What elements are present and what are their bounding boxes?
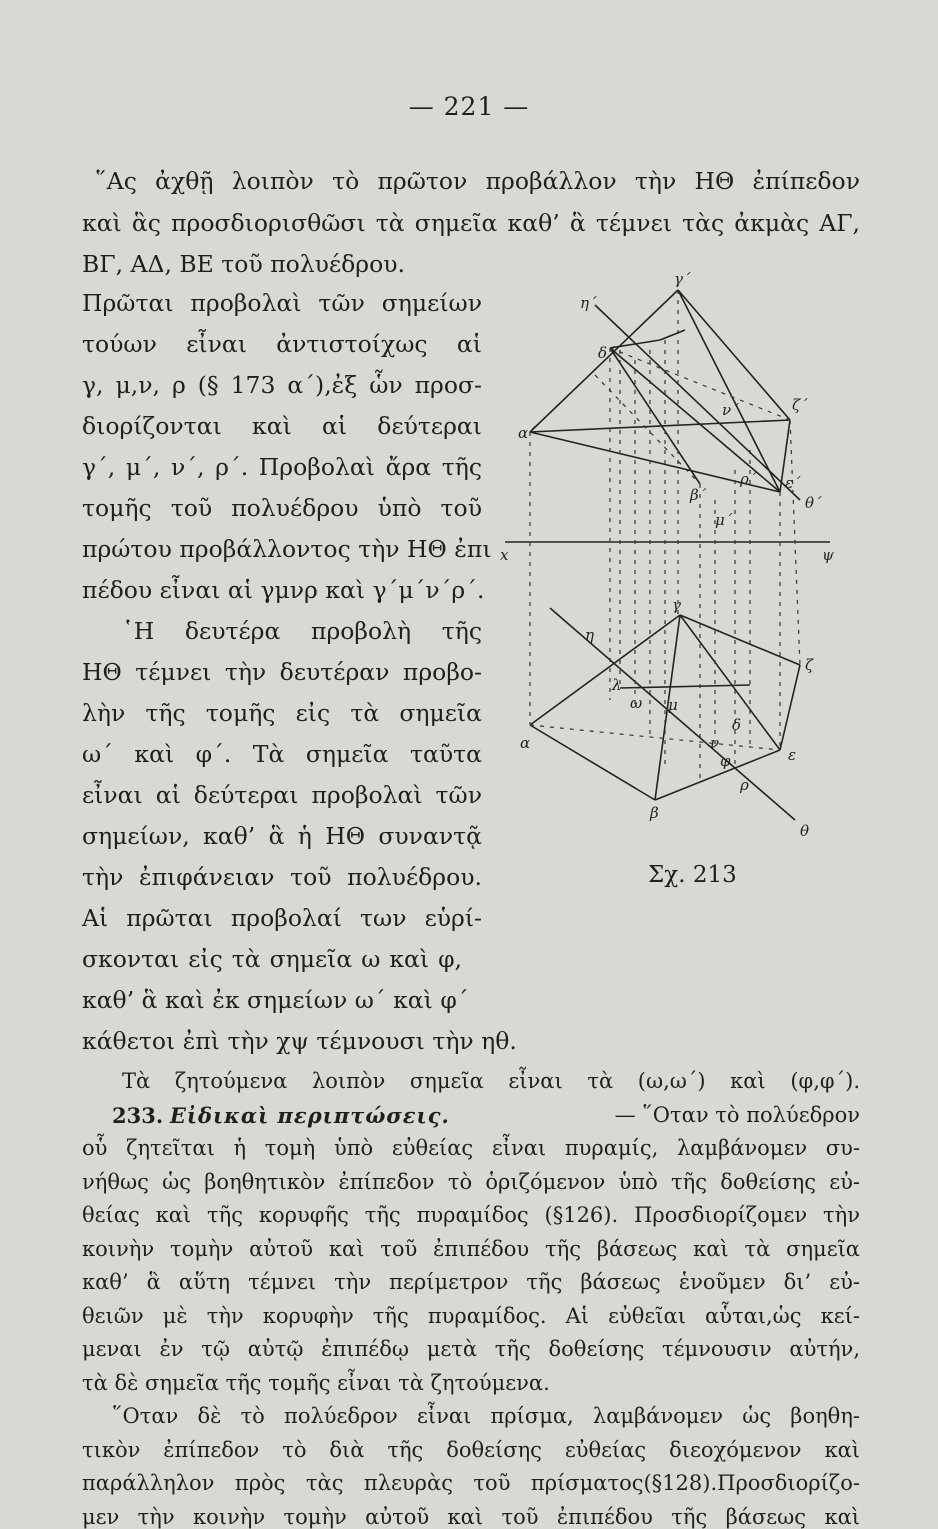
column-line-14: σημείων, καθ’ ἃ ἡ ΗΘ συναντᾷ [82, 822, 482, 850]
edge-upper-mid [530, 420, 790, 432]
figure-caption: Σχ. 213 [648, 862, 737, 888]
label-zeta: ζ [805, 656, 814, 674]
result-line: Τὰ ζητούμενα λοιπὸν σημεῖα εἶναι τὰ (ω,ω΄) καὶ (φ,φ΄). [122, 1069, 860, 1093]
label-delta2: δ΄ [598, 344, 615, 362]
column-line-13: εἶναι αἱ δεύτεραι προβολαὶ τῶν [82, 781, 482, 809]
label-epsilon: ε [788, 746, 797, 764]
label-alpha2: α΄ [518, 424, 536, 442]
label-epsilon2: ε΄ [785, 474, 801, 492]
label-mu: μ [668, 696, 678, 714]
label-y: ψ [822, 546, 834, 564]
section-heading-group [112, 1102, 450, 1128]
column-line-10: ΗΘ τέμνει τὴν δευτέραν προβο- [82, 658, 482, 686]
label-omega: ω [630, 694, 643, 712]
column-line-12: ω΄ καὶ φ΄. Τὰ σημεῖα ταῦτα [82, 740, 482, 768]
column-line-19: κάθετοι ἐπὶ τὴν χψ τέμνουσι τὴν ηθ. [82, 1027, 517, 1055]
column-line-2: τούων εἶναι ἀντιστοίχως αἱ [82, 330, 482, 358]
intro-line-3: ΒΓ, ΑΔ, ΒΕ τοῦ πολυέδρου. [82, 250, 406, 278]
label-delta: δ [732, 716, 742, 734]
section-line-3: θείας καὶ τῆς κορυφῆς τῆς πυραμίδος (§126). Προσδιορίζομεν τὴν [82, 1203, 860, 1227]
label-eta: η [585, 626, 594, 644]
line-eta-theta-upper [595, 305, 800, 500]
column-line-6: τομῆς τοῦ πολυέδρου ὑπὸ τοῦ [82, 494, 482, 522]
label-rho2: ρ΄ [740, 470, 757, 488]
section-line-2: νήθως ὡς βοηθητικὸν ἐπίπεδον τὸ ὁριζόμενον ὑπὸ τῆς δοθείσης εὐ- [82, 1169, 860, 1194]
label-beta: β [650, 804, 659, 822]
para2-line-3: παράλληλον πρὸς τὰς πλευρὰς τοῦ πρίσματος(§128).Προσδιορίζο- [82, 1471, 860, 1495]
column-line-17: σκονται εἰς τὰ σημεῖα ω καὶ φ, [82, 945, 462, 973]
column-line-1: Πρῶται προβολαὶ τῶν σημείων [82, 289, 482, 317]
figure-213 [500, 270, 840, 840]
label-theta2: θ΄ [805, 494, 822, 512]
para2-line-4: μεν τὴν κοινὴν τομὴν αὐτοῦ καὶ τοῦ ἐπιπέδου τῆς βάσεως καὶ [82, 1504, 860, 1529]
para2-line-1: ῞Οταν δὲ τὸ πολύεδρον εἶναι πρίσμα, λαμβάνομεν ὡς βοηθη- [112, 1404, 860, 1428]
label-x: x [500, 546, 509, 564]
label-theta: θ [800, 822, 810, 840]
column-line-8: πέδου εἶναι αἱ γμνρ καὶ γ΄μ΄ν΄ρ΄. [82, 576, 485, 604]
column-line-7: πρώτου προβάλλοντος τὴν ΗΘ ἐπι [82, 535, 492, 563]
column-line-9: ῾Η δευτέρα προβολὴ τῆς [122, 617, 482, 645]
section-line-8: τὰ δὲ σημεῖα τῆς τομῆς εἶναι τὰ ζητούμενα. [82, 1370, 550, 1395]
label-nu2: ν΄ [722, 401, 739, 419]
page-number: — 221 — [408, 92, 530, 121]
column-line-15: τὴν ἐπιφάνειαν τοῦ πολυέδρου. [82, 863, 482, 891]
section-title: Εἰδικαὶ περιπτώσεις. [169, 1102, 450, 1128]
label-zeta2: ζ΄ [792, 396, 808, 414]
column-line-16: Αἱ πρῶται προβολαί των εὑρί- [82, 904, 482, 932]
section-line-4: κοινὴν τομὴν αὐτοῦ καὶ τοῦ ἐπιπέδου τῆς βάσεως καὶ τὰ σημεῖα [82, 1236, 860, 1261]
label-nu: ν [710, 734, 720, 752]
intro-line-1: ῞Ας ἀχθῇ λοιπὸν τὸ πρῶτον προβάλλον τὴν ΗΘ ἐπίπεδον [95, 167, 860, 195]
label-beta2: β΄ [690, 486, 707, 504]
label-gamma: γ [672, 596, 681, 614]
label-lambda: λ [612, 676, 622, 694]
label-alpha: α [520, 734, 531, 752]
section-line-5: καθ’ ἃ αὕτη τέμνει τὴν περίμετρον τῆς βάσεως ἑνοῦμεν δι’ εὐ- [82, 1270, 860, 1294]
section-line-6: θειῶν μὲ τὴν κορυφὴν τῆς πυραμίδος. Αἱ εὐθεῖαι αὗται,ὡς κεί- [82, 1303, 860, 1328]
label-mu2: μ΄ [715, 511, 733, 529]
column-line-5: γ΄, μ΄, ν΄, ρ΄. Προβολαὶ ἄρα τῆς [82, 453, 482, 481]
para2-line-2: τικὸν ἐπίπεδον τὸ διὰ τῆς δοθείσης εὐθείας διεοχόμενον καὶ [82, 1437, 860, 1462]
column-line-11: λὴν τῆς τομῆς εἰς τὰ σημεῖα [82, 699, 482, 727]
label-eta2: η΄ [580, 294, 597, 312]
column-line-4: διορίζονται καὶ αἱ δεύτεραι [82, 412, 482, 440]
section-number: 233. [112, 1102, 164, 1128]
section-line-7: μεναι ἐν τῷ αὐτῷ ἐπιπέδῳ μετὰ τῆς δοθείσης τέμνουσιν αὐτήν, [82, 1337, 860, 1361]
section-line-1: οὗ ζητεῖται ἡ τομὴ ὑπὸ εὐθείας εἶναι πυραμίς, λαμβάνομεν συ- [82, 1136, 860, 1160]
column-line-3: γ, μ,ν, ρ (§ 173 α΄),ἐξ ὧν προσ- [82, 371, 482, 399]
section-first-line: — ῞Οταν τὸ πολύεδρον [614, 1102, 860, 1127]
column-line-18: καθ’ ἃ καὶ ἐκ σημείων ω΄ καὶ φ΄ [82, 986, 469, 1014]
section-heading-line [112, 1102, 860, 1128]
label-rho: ρ [740, 776, 749, 794]
label-gamma2: γ΄ [674, 270, 691, 288]
intro-line-2: καὶ ἃς προσδιορισθῶσι τὰ σημεῖα καθ’ ἃ τέμνει τὰς ἀκμὰς ΑΓ, [82, 209, 860, 237]
label-phi: φ [720, 752, 731, 770]
